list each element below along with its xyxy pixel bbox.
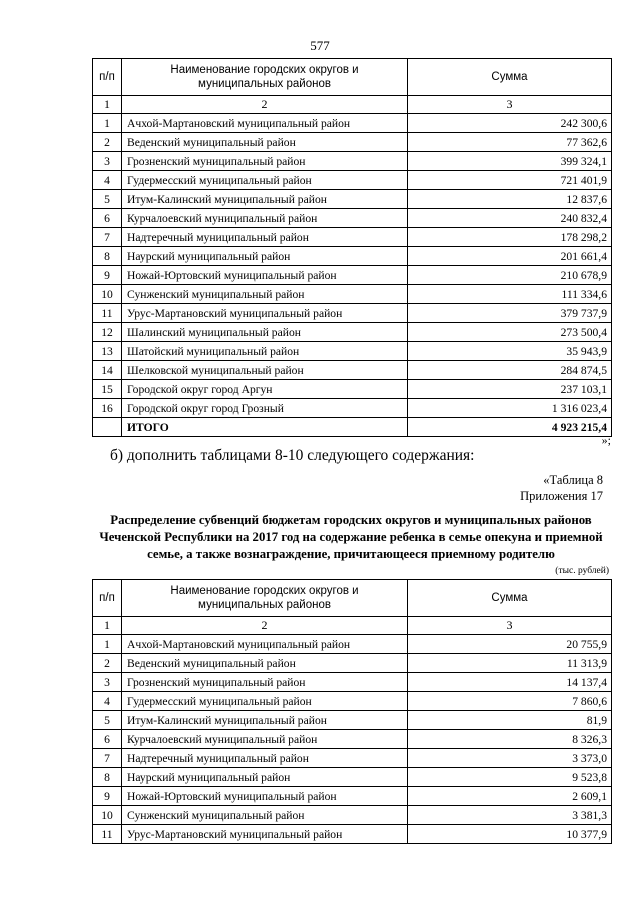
total-sum: 4 923 215,4 xyxy=(408,418,612,437)
row-name: Шалинский муниципальный район xyxy=(122,323,408,342)
table-row xyxy=(93,171,612,190)
row-number: 9 xyxy=(93,787,122,806)
row-number: 8 xyxy=(93,247,122,266)
subsidy-table-1 xyxy=(92,58,612,437)
row-sum: 81,9 xyxy=(408,711,612,730)
table-row xyxy=(93,730,612,749)
header-name: Наименование городских округов и муниципальных районов xyxy=(122,59,408,96)
total-row xyxy=(93,418,612,437)
table-row xyxy=(93,673,612,692)
row-number: 6 xyxy=(93,209,122,228)
table-row xyxy=(93,654,612,673)
table-row xyxy=(93,304,612,323)
row-name: Надтеречный муниципальный район xyxy=(122,228,408,247)
row-name: Сунженский муниципальный район xyxy=(122,285,408,304)
row-name: Сунженский муниципальный район xyxy=(122,806,408,825)
table-row xyxy=(93,190,612,209)
row-sum: 3 373,0 xyxy=(408,749,612,768)
row-name: Гудермесский муниципальный район xyxy=(122,692,408,711)
row-sum: 3 381,3 xyxy=(408,806,612,825)
row-name: Итум-Калинский муниципальный район xyxy=(122,190,408,209)
row-name: Урус-Мартановский муниципальный район xyxy=(122,825,408,844)
row-number: 5 xyxy=(93,190,122,209)
row-number: 11 xyxy=(93,825,122,844)
row-number: 3 xyxy=(93,673,122,692)
row-name: Ачхой-Мартановский муниципальный район xyxy=(122,635,408,654)
row-number: 2 xyxy=(93,133,122,152)
row-name: Курчалоевский муниципальный район xyxy=(122,209,408,228)
row-number: 1 xyxy=(93,635,122,654)
row-number: 16 xyxy=(93,399,122,418)
table-row xyxy=(93,711,612,730)
table-reference-line2: Приложения 17 xyxy=(520,489,603,503)
row-sum: 1 316 023,4 xyxy=(408,399,612,418)
row-sum: 9 523,8 xyxy=(408,768,612,787)
row-sum: 12 837,6 xyxy=(408,190,612,209)
row-name: Шелковской муниципальный район xyxy=(122,361,408,380)
row-sum: 2 609,1 xyxy=(408,787,612,806)
total-num-cell xyxy=(93,418,122,437)
table-row xyxy=(93,787,612,806)
row-sum: 284 874,5 xyxy=(408,361,612,380)
row-sum: 242 300,6 xyxy=(408,114,612,133)
row-name: Курчалоевский муниципальный район xyxy=(122,730,408,749)
row-sum: 111 334,6 xyxy=(408,285,612,304)
table-row xyxy=(93,209,612,228)
table-header-row xyxy=(93,580,612,617)
row-sum: 10 377,9 xyxy=(408,825,612,844)
column-index-row xyxy=(93,617,612,635)
row-number: 11 xyxy=(93,304,122,323)
table-header-row xyxy=(93,59,612,96)
table-row xyxy=(93,692,612,711)
table-row xyxy=(93,806,612,825)
row-number: 10 xyxy=(93,285,122,304)
row-sum: 14 137,4 xyxy=(408,673,612,692)
total-label: ИТОГО xyxy=(122,418,408,437)
row-name: Гудермесский муниципальный район xyxy=(122,171,408,190)
quote-end: »; xyxy=(601,433,611,447)
row-number: 12 xyxy=(93,323,122,342)
row-number: 5 xyxy=(93,711,122,730)
row-number: 7 xyxy=(93,749,122,768)
row-sum: 8 326,3 xyxy=(408,730,612,749)
units-label: (тыс. рублей) xyxy=(555,566,609,576)
index-cell: 2 xyxy=(122,617,408,635)
table-row xyxy=(93,825,612,844)
row-name: Городской округ город Грозный xyxy=(122,399,408,418)
row-name: Ножай-Юртовский муниципальный район xyxy=(122,266,408,285)
row-sum: 35 943,9 xyxy=(408,342,612,361)
row-name: Итум-Калинский муниципальный район xyxy=(122,711,408,730)
row-number: 8 xyxy=(93,768,122,787)
row-number: 14 xyxy=(93,361,122,380)
row-name: Ножай-Юртовский муниципальный район xyxy=(122,787,408,806)
table-title: Распределение субвенций бюджетам городских округов и муниципальных районов Чеченской Республики на 2017 год на содержание ребенка в семье опекуна и приемной семье, а также вознаграждение, причитающееся приемному родителю xyxy=(99,513,603,561)
row-name: Ачхой-Мартановский муниципальный район xyxy=(122,114,408,133)
table-row xyxy=(93,635,612,654)
row-number: 15 xyxy=(93,380,122,399)
table-row xyxy=(93,749,612,768)
row-number: 2 xyxy=(93,654,122,673)
row-sum: 399 324,1 xyxy=(408,152,612,171)
row-name: Наурский муниципальный район xyxy=(122,247,408,266)
row-name: Грозненский муниципальный район xyxy=(122,152,408,171)
page-number: 577 xyxy=(310,38,330,53)
index-cell: 2 xyxy=(122,96,408,114)
index-cell: 1 xyxy=(93,96,122,114)
table-row xyxy=(93,361,612,380)
amendment-paragraph: б) дополнить таблицами 8-10 следующего содержания: xyxy=(110,447,475,464)
row-sum: 77 362,6 xyxy=(408,133,612,152)
column-index-row xyxy=(93,96,612,114)
header-sum: Сумма xyxy=(408,59,612,96)
table-row xyxy=(93,342,612,361)
row-sum: 7 860,6 xyxy=(408,692,612,711)
index-cell: 3 xyxy=(408,617,612,635)
row-sum: 178 298,2 xyxy=(408,228,612,247)
table-row xyxy=(93,768,612,787)
row-sum: 201 661,4 xyxy=(408,247,612,266)
table-row xyxy=(93,133,612,152)
row-name: Шатойский муниципальный район xyxy=(122,342,408,361)
table-row xyxy=(93,323,612,342)
subsidy-table-2 xyxy=(92,579,612,844)
table-row xyxy=(93,247,612,266)
row-sum: 273 500,4 xyxy=(408,323,612,342)
row-number: 4 xyxy=(93,692,122,711)
table-row xyxy=(93,380,612,399)
row-number: 3 xyxy=(93,152,122,171)
row-sum: 210 678,9 xyxy=(408,266,612,285)
row-name: Надтеречный муниципальный район xyxy=(122,749,408,768)
row-number: 9 xyxy=(93,266,122,285)
index-cell: 3 xyxy=(408,96,612,114)
row-name: Веденский муниципальный район xyxy=(122,654,408,673)
row-number: 7 xyxy=(93,228,122,247)
header-name: Наименование городских округов и муниципальных районов xyxy=(122,580,408,617)
table-row xyxy=(93,399,612,418)
index-cell: 1 xyxy=(93,617,122,635)
header-num: п/п xyxy=(93,59,122,96)
row-sum: 237 103,1 xyxy=(408,380,612,399)
table-reference-line1: «Таблица 8 xyxy=(543,473,603,487)
row-name: Урус-Мартановский муниципальный район xyxy=(122,304,408,323)
table-row xyxy=(93,228,612,247)
row-number: 10 xyxy=(93,806,122,825)
row-sum: 721 401,9 xyxy=(408,171,612,190)
table-row xyxy=(93,114,612,133)
row-sum: 379 737,9 xyxy=(408,304,612,323)
row-number: 13 xyxy=(93,342,122,361)
table-row xyxy=(93,266,612,285)
row-number: 6 xyxy=(93,730,122,749)
row-sum: 11 313,9 xyxy=(408,654,612,673)
row-name: Наурский муниципальный район xyxy=(122,768,408,787)
row-sum: 20 755,9 xyxy=(408,635,612,654)
table-row xyxy=(93,152,612,171)
header-num: п/п xyxy=(93,580,122,617)
row-name: Веденский муниципальный район xyxy=(122,133,408,152)
row-name: Городской округ город Аргун xyxy=(122,380,408,399)
row-number: 1 xyxy=(93,114,122,133)
header-sum: Сумма xyxy=(408,580,612,617)
row-sum: 240 832,4 xyxy=(408,209,612,228)
row-name: Грозненский муниципальный район xyxy=(122,673,408,692)
row-number: 4 xyxy=(93,171,122,190)
table-row xyxy=(93,285,612,304)
